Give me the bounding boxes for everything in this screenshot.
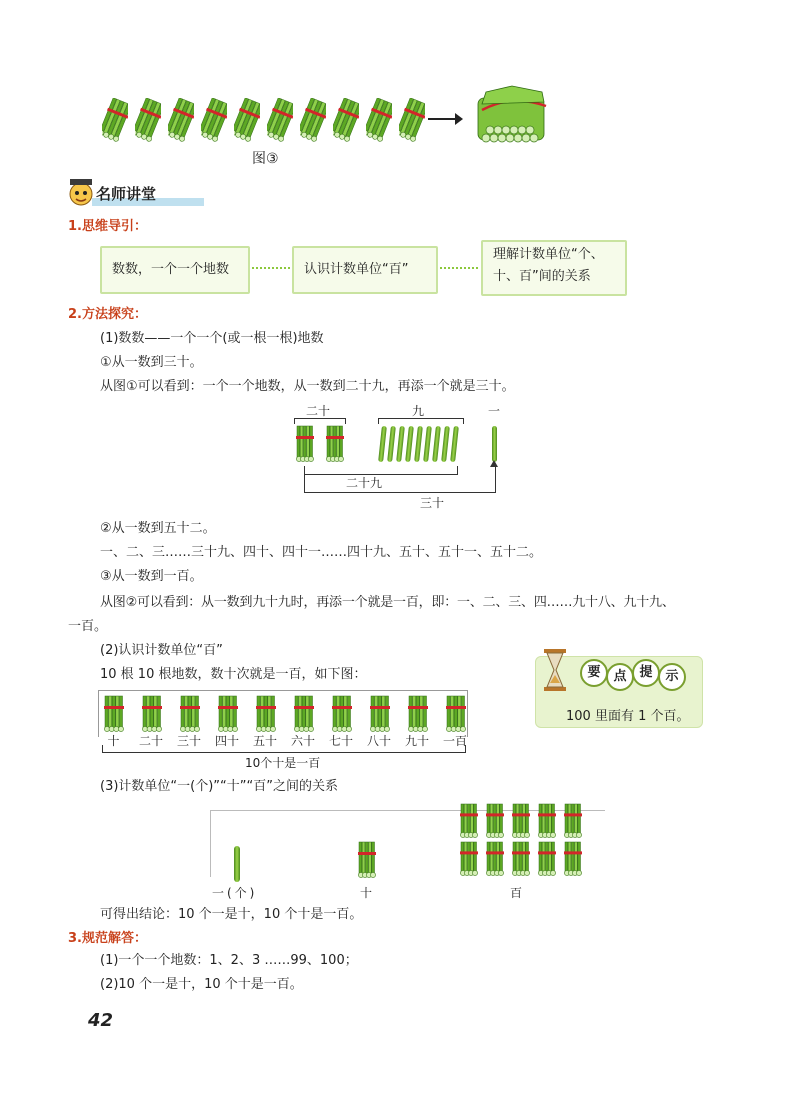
ten-bundle-icon — [458, 840, 480, 878]
paragraph-7b: 一百。 — [68, 619, 108, 634]
paragraph-4: ②从一数到五十二。 — [100, 521, 216, 536]
stick-icon — [450, 426, 459, 462]
paragraph-9: 10 根 10 根地数，数十次就是一百，如下图： — [100, 667, 367, 682]
answer-2: (2)10 个一是十，10 个十是一百。 — [100, 977, 303, 992]
ten-bundle-icon — [510, 840, 532, 878]
ten-bundle-icon — [135, 98, 161, 142]
single-stick-icon — [492, 426, 497, 462]
tens-label: 三十 — [177, 734, 202, 748]
paragraph-1: (1)数数——一个一个(或一根一根)地数 — [100, 331, 324, 346]
ten-bundle-icon — [536, 802, 558, 840]
tens-label: 五十 — [253, 734, 278, 748]
tens-brace-label: 10个十是一百 — [245, 756, 321, 770]
bracket-sanshi — [304, 466, 496, 493]
tip-char-3: 提 — [632, 659, 660, 687]
tip-text: 100 里面有 1 个百。 — [566, 709, 690, 724]
tens-label: 七十 — [329, 734, 354, 748]
flow-box-relation-line1: 理解计数单位“个、 — [493, 247, 604, 262]
section-title: 名师讲堂 — [96, 185, 157, 203]
tens-label: 四十 — [215, 734, 240, 748]
flow-box-counting — [100, 246, 250, 294]
label-sanshi: 三十 — [420, 496, 445, 510]
ten-bundle-icon — [294, 424, 316, 464]
stick-icon — [432, 426, 441, 462]
heading-method: 2.方法探究： — [68, 307, 147, 322]
ten-bundle-icon — [267, 98, 293, 142]
ten-bundle-icon — [399, 98, 425, 142]
page-number: 42 — [88, 1010, 114, 1031]
tens-label: 二十 — [139, 734, 164, 748]
ten-bundle-icon — [168, 98, 194, 142]
paragraph-7a: 从图②可以看到：从一数到九十九时，再添一个就是一百，即：一、二、三、四……九十八、九十九、 — [100, 595, 675, 610]
tens-label: 八十 — [367, 734, 392, 748]
paragraph-3: 从图①可以看到：一个一个地数，从一数到二十九，再添一个就是三十。 — [100, 379, 515, 394]
heading-answer: 3.规范解答： — [68, 931, 147, 946]
paragraph-10: (3)计数单位“一(个)”“十”“百”之间的关系 — [100, 779, 338, 794]
tens-label: 十 — [107, 734, 120, 748]
tens-brace — [102, 745, 466, 753]
label-ershijiu: 二十九 — [346, 476, 383, 490]
tip-box — [535, 656, 703, 728]
figure-3-caption: 图③ — [252, 151, 279, 167]
arrow-head-icon — [455, 113, 463, 125]
tip-char-4: 示 — [658, 663, 686, 691]
ten-bundle-icon — [484, 802, 506, 840]
ten-bundle-icon — [356, 840, 378, 880]
stick-icon — [378, 426, 387, 462]
stick-icon — [423, 426, 432, 462]
flow-box-relation — [481, 240, 627, 296]
tip-char-2: 点 — [606, 663, 634, 691]
tens-label: 一百 — [443, 734, 468, 748]
arrow-up-icon — [490, 460, 498, 467]
ten-bundle-icon — [536, 840, 558, 878]
ten-bundle-icon — [510, 802, 532, 840]
stick-icon — [387, 426, 396, 462]
flow-connector-2 — [440, 267, 478, 271]
paragraph-5: 一、二、三……三十九、四十、四十一……四十九、五十、五十一、五十二。 — [100, 545, 543, 560]
answer-1: (1)一个一个地数：1、2、3 ……99、100； — [100, 953, 358, 968]
unit-label-bai: 百 — [510, 886, 523, 900]
paragraph-11: 可得出结论：10 个一是十，10 个十是一百。 — [100, 907, 363, 922]
hundred-bundle-icon — [472, 80, 552, 152]
tens-label: 六十 — [291, 734, 316, 748]
ten-bundle-icon — [102, 98, 128, 142]
ten-bundle-icon — [562, 802, 584, 840]
flow-box-relation-line2: 十、百”间的关系 — [493, 269, 591, 284]
unit-label-ge: 一(个) — [212, 886, 258, 900]
ten-bundle-icon — [201, 98, 227, 142]
ten-bundle-icon — [458, 802, 480, 840]
paragraph-8: (2)认识计数单位“百” — [100, 643, 223, 658]
tens-label: 九十 — [405, 734, 430, 748]
flow-connector-1 — [252, 267, 290, 271]
paragraph-6: ③从一数到一百。 — [100, 569, 203, 584]
ten-bundle-icon — [562, 840, 584, 878]
unit-label-shi: 十 — [360, 886, 373, 900]
ten-bundle-icon — [324, 424, 346, 464]
ten-bundle-icon — [366, 98, 392, 142]
stick-icon — [441, 426, 450, 462]
label-ershi: 二十 — [306, 404, 331, 418]
stick-icon — [405, 426, 414, 462]
tip-char-1: 要 — [580, 659, 608, 687]
bracket-jiu — [378, 418, 464, 424]
label-jiu: 九 — [412, 404, 425, 418]
ten-bundle-icon — [333, 98, 359, 142]
flow-box-counting-text: 数数，一个一个地数 — [112, 262, 230, 277]
tens-frame — [98, 690, 468, 737]
flow-box-hundred-text: 认识计数单位“百” — [304, 262, 409, 277]
heading-thinking-guide: 1.思维导引： — [68, 219, 147, 234]
ten-bundle-icon — [300, 98, 326, 142]
stick-icon — [396, 426, 405, 462]
paragraph-2: ①从一数到三十。 — [100, 355, 203, 370]
single-stick — [234, 846, 240, 882]
flow-box-hundred — [292, 246, 438, 294]
ten-bundle-icon — [234, 98, 260, 142]
stick-icon — [414, 426, 423, 462]
ten-bundle-icon — [484, 840, 506, 878]
label-yi: 一 — [488, 404, 501, 418]
hourglass-icon — [542, 647, 568, 693]
